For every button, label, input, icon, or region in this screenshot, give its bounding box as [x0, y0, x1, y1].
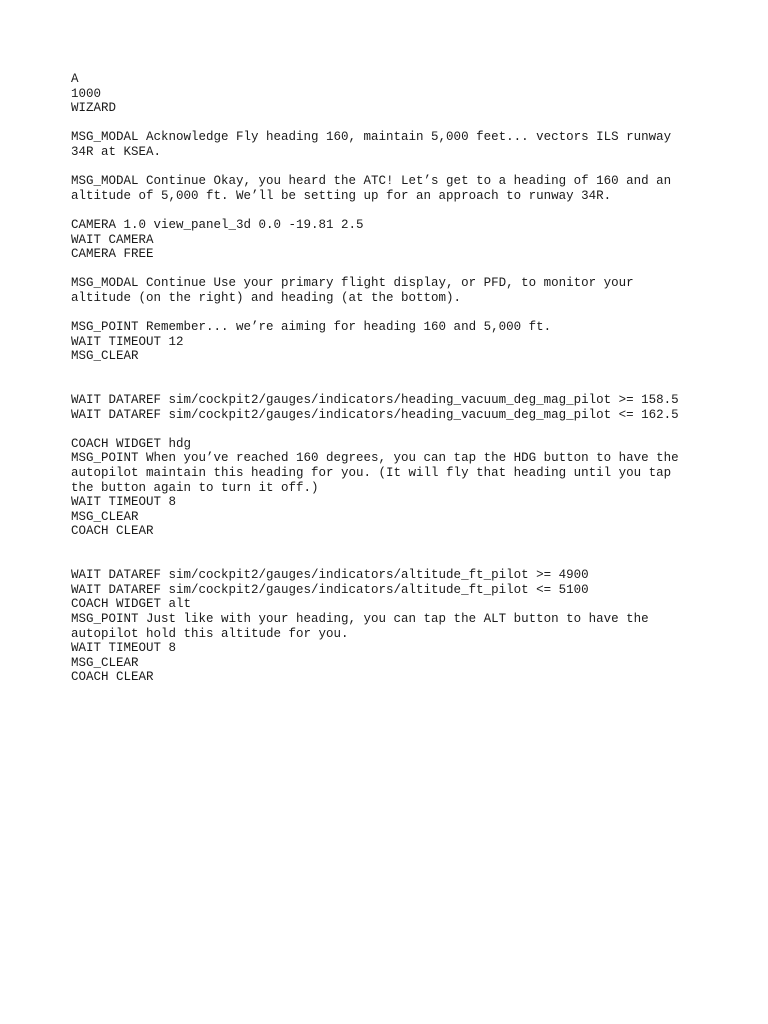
script-line: WAIT DATAREF sim/cockpit2/gauges/indicators/heading_vacuum_deg_mag_pilot <= 162.5 [71, 407, 679, 422]
script-line: MSG_POINT When you’ve reached 160 degrees, you can tap the HDG button to have the [71, 451, 679, 466]
script-line: WAIT TIMEOUT 8 [71, 495, 177, 510]
script-line: 34R at KSEA. [71, 144, 162, 159]
script-line: WIZARD [71, 101, 117, 116]
script-line: MSG_CLEAR [71, 509, 139, 524]
script-line: autopilot maintain this heading for you. (It will fly that heading until you tap [71, 466, 672, 481]
script-line: MSG_MODAL Continue Okay, you heard the ATC! Let’s get to a heading of 160 and an [71, 174, 672, 189]
blank-line [71, 539, 711, 554]
blank-line [71, 364, 711, 379]
blank-line [71, 116, 711, 131]
blank-line [71, 554, 711, 569]
blank-line [71, 160, 711, 175]
script-line: autopilot hold this altitude for you. [71, 626, 349, 641]
script-line: MSG_MODAL Acknowledge Fly heading 160, maintain 5,000 feet... vectors ILS runway [71, 130, 672, 145]
script-line: CAMERA FREE [71, 247, 154, 262]
blank-line [71, 306, 711, 321]
script-line: WAIT DATAREF sim/cockpit2/gauges/indicators/altitude_ft_pilot >= 4900 [71, 568, 589, 583]
script-line: MSG_POINT Just like with your heading, you can tap the ALT button to have the [71, 611, 649, 626]
script-line: WAIT DATAREF sim/cockpit2/gauges/indicators/heading_vacuum_deg_mag_pilot >= 158.5 [71, 393, 679, 408]
script-line: MSG_CLEAR [71, 349, 139, 364]
script-line: COACH CLEAR [71, 670, 154, 685]
script-line: COACH CLEAR [71, 524, 154, 539]
script-line: altitude (on the right) and heading (at the bottom). [71, 290, 462, 305]
script-line: WAIT DATAREF sim/cockpit2/gauges/indicators/altitude_ft_pilot <= 5100 [71, 582, 589, 597]
script-line: WAIT TIMEOUT 8 [71, 641, 177, 656]
blank-line [71, 203, 711, 218]
blank-line [71, 422, 711, 437]
script-line: WAIT TIMEOUT 12 [71, 334, 184, 349]
script-line: WAIT CAMERA [71, 232, 154, 247]
script-line: 1000 [71, 86, 102, 101]
script-line: CAMERA 1.0 view_panel_3d 0.0 -19.81 2.5 [71, 217, 364, 232]
script-line: MSG_CLEAR [71, 655, 139, 670]
script-document [71, 72, 711, 685]
script-line: altitude of 5,000 ft. We’ll be setting up for an approach to runway 34R. [71, 188, 612, 203]
script-line: MSG_POINT Remember... we’re aiming for heading 160 and 5,000 ft. [71, 320, 552, 335]
blank-line [71, 262, 711, 277]
script-line: MSG_MODAL Continue Use your primary flight display, or PFD, to monitor your [71, 276, 634, 291]
script-line: COACH WIDGET hdg [71, 436, 192, 451]
script-line: the button again to turn it off.) [71, 480, 319, 495]
script-line: A [71, 72, 79, 86]
blank-line [71, 378, 711, 393]
script-line: COACH WIDGET alt [71, 597, 192, 612]
